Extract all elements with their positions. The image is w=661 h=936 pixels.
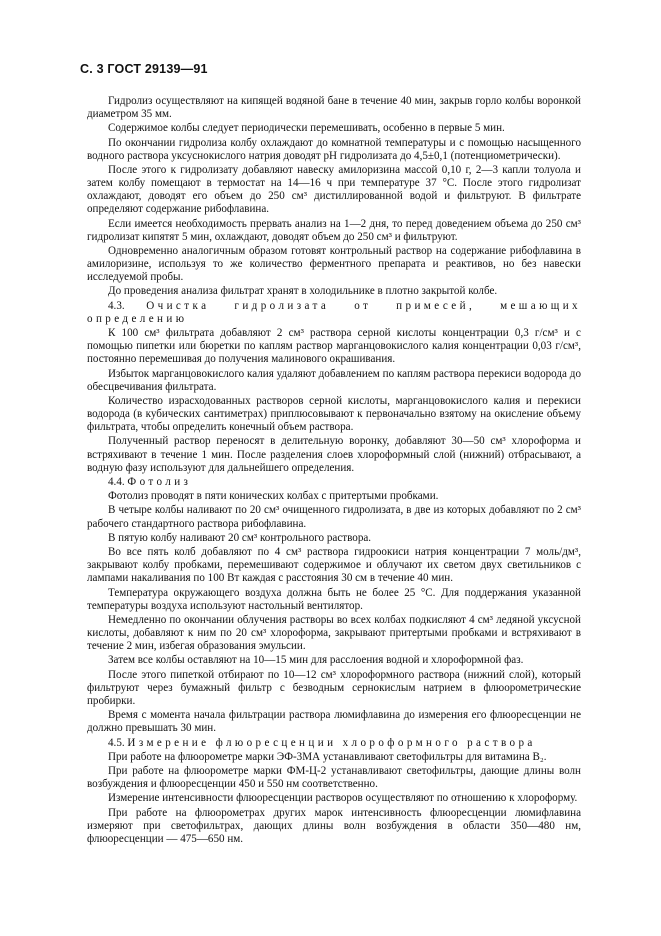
section-title: Очистка гидролизата от примесей, мешающих определению — [87, 299, 581, 325]
paragraph: По окончании гидролиза колбу охлаждают до комнатной температуры и с помощью насыщенного водного раствора уксуснокислого натрия доводят pH гидролизата до 4,5±0,1 (потенциометрически). — [87, 136, 581, 162]
section-number: 4.4. — [108, 475, 125, 488]
paragraph: После этого к гидролизату добавляют навеску амилоризина массой 0,10 г, 2—3 капли толуола и затем колбу помещают в термостат на 14—16 ч при температуре 37 °С. После этого гидролизат охлаждают, доводят его объем до 250 см³ дистиллированной водой и фильтруют. В фильтрате определяют содержание рибофлавина. — [87, 164, 581, 216]
paragraph: При работе на флюорометрах других марок интенсивность флюоресценции люмифлавина измеряют при светофильтрах, дающих длины волн возбуждения в области 350—480 нм, флюоресценции — 475—650 нм. — [87, 806, 581, 845]
section-heading-4-5 — [87, 737, 581, 750]
paragraph: Время с момента начала фильтрации раствора люмифлавина до измерения его флюоресценции не должно превышать 30 мин. — [87, 709, 581, 735]
section-title: Измерение флюоресценции хлороформного раствора — [127, 736, 536, 749]
paragraph: При работе на флюорометре марки ЭФ-3МА устанавливают светофильтры для витамина B₂. — [108, 750, 547, 763]
section-heading-4-4 — [87, 476, 581, 489]
paragraph: Немедленно по окончании облучения растворы во всех колбах подкисляют 4 см³ ледяной уксусной кислоты, добавляют к ним по 20 см³ хлороформа, закрывают притертыми пробками и встряхивают в течение 2 мин, избегая образования эмульсии. — [87, 613, 581, 653]
paragraph: После этого пипеткой отбирают по 10—12 см³ хлороформного раствора (нижний слой), который фильтруют через бумажный фильтр с безводным сернокислым натрием в флюорометрические пробирки. — [87, 668, 581, 707]
paragraph: Количество израсходованных растворов серной кислоты, марганцовокислого калия и перекиси водорода (в кубических сантиметрах) приплюсовывают к первоначально взятому на окисление объему фильтрата, чтобы определить конечный объем раствора. — [87, 394, 581, 434]
paragraph: Полученный раствор переносят в делительную воронку, добавляют 30—50 см³ хлороформа и встряхивают в течение 1 мин. После разделения слоев хлороформный слой (нижний) отбрасывают, а водную фазу используют для дальнейшего определения. — [87, 435, 581, 474]
document-body — [87, 95, 581, 847]
paragraph: Температура окружающего воздуха должна быть не более 25 °С. Для поддержания указанной температуры воздуха используют настольный вентилятор. — [87, 586, 581, 612]
paragraph: Измерение интенсивности флюоресценции растворов осуществляют по отношению к хлороформу. — [108, 792, 578, 805]
section-heading-4-3 — [87, 300, 581, 326]
paragraph: В четыре колбы наливают по 20 см³ очищенного гидролизата, в две из которых добавляют по 2 см³ рабочего стандартного раствора рибофлавина. — [87, 504, 581, 530]
paragraph: Содержимое колбы следует периодически перемешивать, особенно в первые 5 мин. — [108, 122, 505, 135]
paragraph: До проведения анализа фильтрат хранят в холодильнике в плотно закрытой колбе. — [108, 285, 498, 298]
paragraph: Во все пять колб добавляют по 4 см³ раствора гидроокиси натрия концентрации 7 моль/дм³, закрывают колбу пробками, перемешивают содержимое и облучают их светом двух светильников с лампами накаливания по 100 Вт каждая с расстояния 30 см в течение 40 мин. — [87, 546, 581, 585]
paragraph: Избыток марганцовокислого калия удаляют добавлением по каплям раствора перекиси водорода до обесцвечивания фильтрата. — [87, 367, 581, 393]
paragraph: Затем все колбы оставляют на 10—15 мин для расслоения водной и хлороформной фаз. — [108, 654, 524, 667]
section-number: 4.3. — [108, 299, 125, 312]
paragraph: При работе на флюорометре марки ФМ-Ц-2 устанавливают светофильтры, дающие длины волн возбуждения и флюоресценции 450 и 550 нм соответственно. — [87, 765, 581, 791]
paragraph: Если имеется необходимость прервать анализ на 1—2 дня, то перед доведением объема до 250 см³ гидролизат кипятят 5 мин, охлаждают, доводят объем до 250 см³ и фильтруют. — [87, 217, 581, 243]
paragraph: К 100 см³ фильтрата добавляют 2 см³ раствора серной кислоты концентрации 0,3 г/см³ и с помощью пипетки или бюретки по каплям раствор марганцовокислого калия концентрации 0,03 г/см³, постоянно перемешивая до получения малинового окрашивания. — [87, 327, 581, 366]
paragraph: Фотолиз проводят в пяти конических колбах с притертыми пробками. — [108, 490, 439, 503]
page-header: С. 3 ГОСТ 29139—91 — [80, 62, 208, 76]
section-title: Фотолиз — [127, 475, 192, 488]
paragraph: В пятую колбу наливают 20 см³ контрольного раствора. — [108, 531, 372, 544]
paragraph: Гидролиз осуществляют на кипящей водяной бане в течение 40 мин, закрыв горло колбы воронкой диаметром 35 мм. — [87, 95, 581, 121]
paragraph: Одновременно аналогичным образом готовят контрольный раствор на содержание рибофлавина в амилоризине, используя то же количество ферментного препарата и реактивов, но без навески исследуемой пробы. — [87, 244, 581, 284]
section-number: 4.5. — [108, 736, 125, 749]
